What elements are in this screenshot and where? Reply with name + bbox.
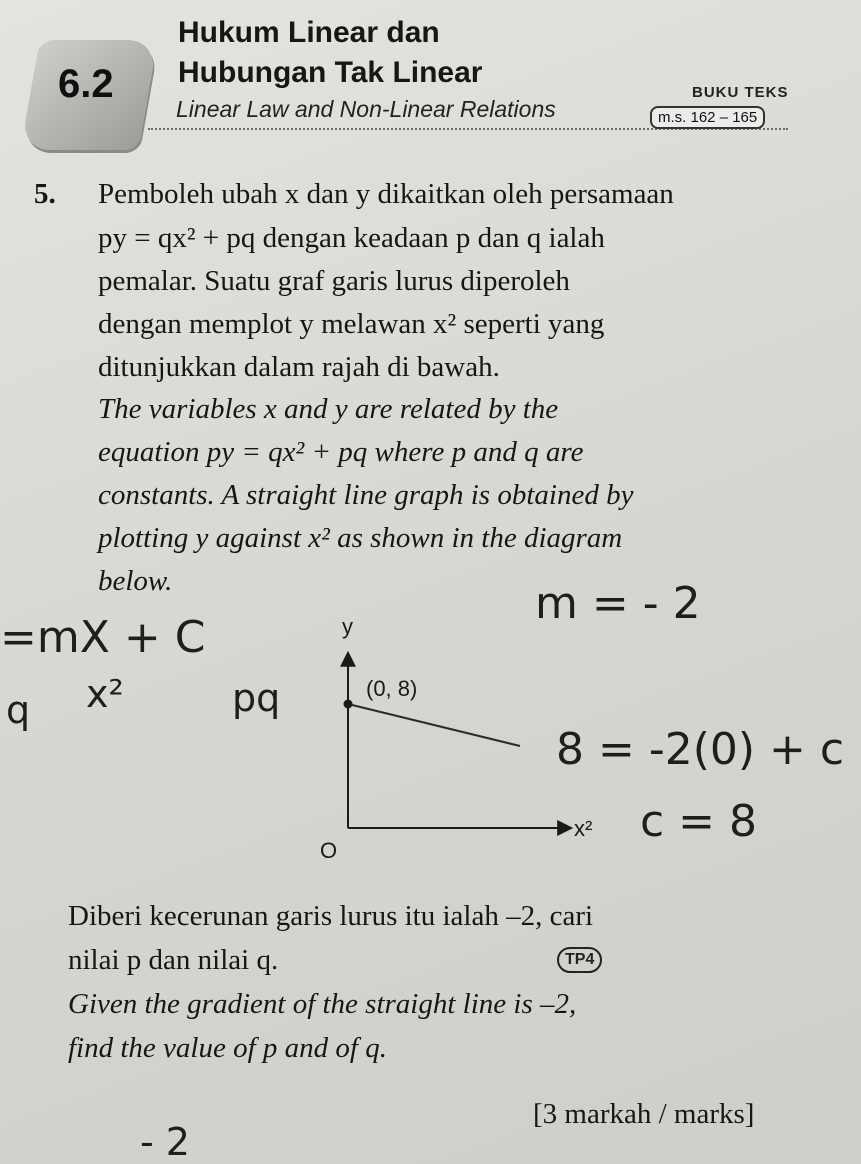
question-ms-line: Pemboleh ubah x dan y dikaitkan oleh persamaan: [98, 178, 674, 210]
section-number: 6.2: [58, 62, 114, 106]
question-en-line: plotting y against x² as shown in the diagram: [98, 522, 623, 554]
question-ms-line: pemalar. Suatu graf garis lurus diperoleh: [98, 265, 570, 297]
y-intercept-point: [344, 700, 353, 709]
section-title-ms-line1: Hukum Linear dan: [178, 16, 440, 49]
question-en-line: equation py = qx² + pq where p and q are: [98, 436, 584, 468]
handwritten-gradient: m = - 2: [535, 578, 701, 629]
y-axis-label: y: [342, 614, 353, 639]
question-ms-line: ditunjukkan dalam rajah di bawah.: [98, 351, 500, 383]
handwritten-bottom-scrawl: - 2: [140, 1120, 190, 1164]
question-en-line: The variables x and y are related by the: [98, 393, 559, 425]
task-ms-line: Diberi kecerunan garis lurus itu ialah –2, cari: [68, 900, 594, 932]
question-ms-line: py = qx² + pq dengan keadaan p dan q ialah: [98, 222, 605, 254]
textbook-label: BUKU TEKS: [692, 84, 789, 101]
x-axis-label: x²: [574, 816, 593, 841]
handwritten-sub-q: q: [6, 688, 31, 732]
handwritten-substitution: 8 = -2(0) + c: [556, 724, 845, 775]
section-title-ms-line2: Hubungan Tak Linear: [178, 56, 483, 89]
straight-line-graph: [348, 704, 520, 746]
task-ms-line: nilai p dan nilai q.: [68, 944, 279, 976]
handwritten-result: c = 8: [640, 796, 758, 847]
question-en-line: constants. A straight line graph is obtained by: [98, 479, 634, 511]
question-ms-line: dengan memplot y melawan x² seperti yang: [98, 308, 605, 340]
origin-label: O: [320, 838, 338, 863]
section-title-en: Linear Law and Non-Linear Relations: [176, 96, 556, 122]
question-en-line: below.: [98, 565, 173, 597]
task-en-line: Given the gradient of the straight line is –2,: [68, 988, 577, 1020]
handwritten-sub-x2: x²: [86, 672, 124, 716]
handwritten-sub-pq: pq: [232, 676, 281, 720]
textbook-page-reference: m.s. 162 – 165: [650, 106, 765, 129]
handwritten-linear-form: =mX + C: [0, 612, 206, 663]
marks-label: [3 markah / marks]: [533, 1098, 755, 1130]
tp-level-badge: TP4: [557, 947, 602, 973]
task-en-line: find the value of p and of q.: [68, 1032, 387, 1064]
question-number: 5.: [34, 178, 56, 210]
point-label: (0, 8): [366, 676, 418, 701]
